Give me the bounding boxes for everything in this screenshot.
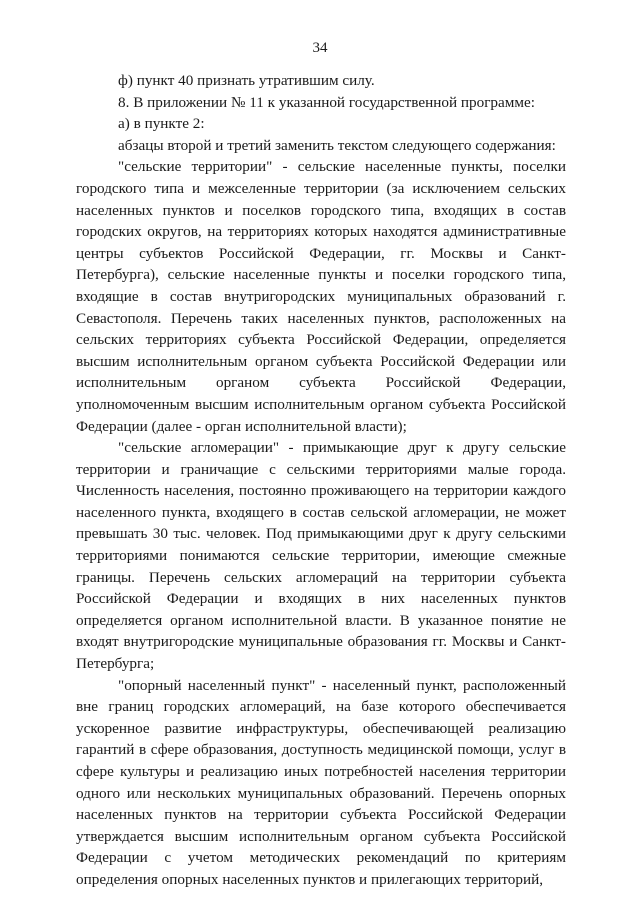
paragraph-rural-territories-definition: "сельские территории" - сельские населенные пункты, поселки городского типа и межселенные территории (за исключением сельских населенных пунктов и поселков городского типа, входящих в состав городских округов, на территориях которых находятся административные центры субъектов Российской Федерации, гг. Москвы и Санкт-Петербурга), сельские населенные пункты и поселки городского типа, входящие в состав внутригородских муниципальных образований г. Севастополя. Перечень таких населенных пунктов, расположенных на сельских территориях субъекта Российской Федерации, определяется высшим исполнительным органом субъекта Российской Федерации или исполнительным органом субъекта Российской Федерации, уполномоченным высшим исполнительным органом субъекта Российской Федерации (далее - орган исполнительной власти); (76, 158, 566, 435)
paragraph-replace-instruction: абзацы второй и третий заменить текстом следующего содержания: (118, 136, 556, 154)
paragraph-supporting-settlement-definition: "опорный населенный пункт" - населенный пункт, расположенный вне границ городских агломераций, на базе которого обеспечивается ускоренное развитие инфраструктуры, обеспечивающей реализацию гарантий в сфере образования, доступность медицинской помощи, услуг в сфере культуры и реализацию иных потребностей населения территории одного или нескольких муниципальных образований. Перечень опорных населенных пунктов на территории субъекта Российской Федерации утверждается высшим исполнительным органом субъекта Российской Федерации с учетом методических рекомендаций по критериям определения опорных населенных пунктов и прилегающих территорий, (76, 676, 566, 888)
paragraph-item-f: ф) пункт 40 признать утратившим силу. (118, 72, 375, 89)
page-number: 34 (312, 40, 328, 56)
paragraph-point-2: а) в пункте 2: (118, 115, 205, 133)
document-body (76, 70, 566, 891)
paragraph-appendix-11: 8. В приложении № 11 к указанной государственной программе: (118, 93, 535, 111)
paragraph-rural-agglomerations-definition: "сельские агломерации" - примыкающие друг к другу сельские территории и граничащие с сельскими территориями малые города. Численность населения, постоянно проживающего на территории каждого населенного пункта, входящего в состав сельской агломерации, не может превышать 30 тыс. человек. Под примыкающими друг к другу сельскими территориями понимаются сельские территории, имеющие смежные границы. Перечень сельских агломераций на территории субъекта Российской Федерации и входящих в них населенных пунктов определяется органом исполнительной власти. В указанное понятие не входят внутригородские муниципальные образования гг. Москвы и Санкт-Петербурга; (76, 439, 566, 673)
